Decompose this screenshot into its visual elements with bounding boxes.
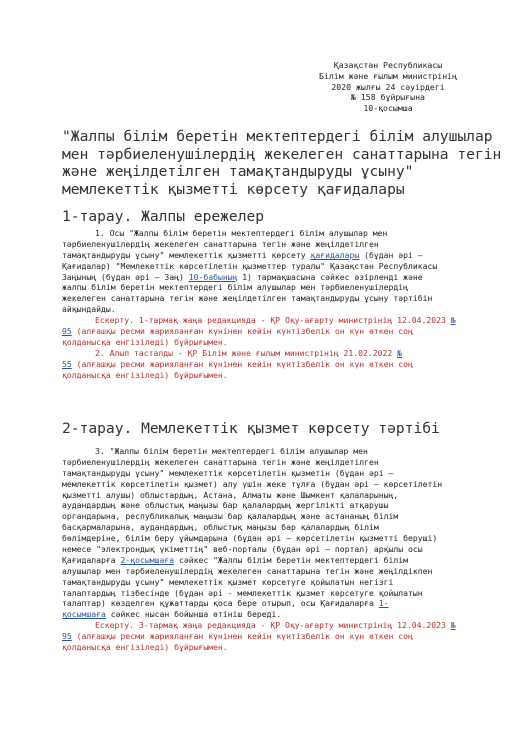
paragraph-line: органдарына, республикалық маңызы бар қалалардың және астананың білім <box>62 511 399 522</box>
text-run: (алғашқы ресми жарияланған күнінен кейін күнтізбелік он күн өткен соң <box>71 631 413 642</box>
paragraph-line: аудандардың және облыстық маңызы бар қалалардың жергілікті атқарушы <box>62 500 389 511</box>
paragraph-line: тамақтандыруды ұсыну" мемлекеттік қызмет көрсетуге қойылатын негізгі <box>62 576 394 587</box>
paragraph-line <box>62 555 492 566</box>
appendix-2-link[interactable]: 2-қосымшаға <box>120 554 175 565</box>
paragraph-line: бөлімдеріне, білім беру ұйымдарына (бұдан әрі – көрсетілетін қызметті беруші) <box>62 533 438 544</box>
paragraph-line <box>62 250 492 261</box>
text-run: Заңының (бұдан әрі – Заң) <box>62 271 189 282</box>
order-number-link[interactable]: 95 <box>62 631 72 642</box>
paragraph-line <box>62 272 492 283</box>
paragraph-line: талаптардың тізбесінде (бұдан әрі - мемлекеттік қызмет көрсетуге қойылатын <box>62 587 423 598</box>
appendix-1-link[interactable]: 1- <box>378 598 389 609</box>
text-run: Қағидаларға <box>62 554 121 565</box>
title-line: мен тәрбиеленушілердің жекелеген санаттарына тегін <box>62 145 502 163</box>
text-run: тамақтандыруды ұсыну" мемлекеттік қызметті көрсету <box>62 249 311 260</box>
approval-line: 10-қосымша <box>363 103 413 114</box>
order-number-link[interactable]: № <box>397 347 402 358</box>
text-run: талаптар) көзделген құжаттарды қоса бере отырып, осы Қағидаларға <box>62 598 379 609</box>
order-number-link[interactable]: № <box>450 315 456 326</box>
title-line: мемлекеттік қызметті көрсету қағидалары <box>62 180 405 198</box>
paragraph-line <box>62 598 492 609</box>
text-run: сәйкес нысан бойынша өтініш береді. <box>105 609 282 620</box>
approval-line: 2020 жылғы 24 сәуірдегі <box>331 81 445 92</box>
amendment-note-line <box>62 348 492 359</box>
document-title <box>62 128 502 198</box>
paragraph-line: қызметті алушы) облыстардың, Астана, Алматы және Шымкент қалаларының, <box>62 489 399 500</box>
order-number-link[interactable]: № <box>450 620 456 631</box>
paragraph-line: мемлекеттік көрсетілетін қызмет) алу үшін жеке тұлға (бұдан әрі – көрсетілетін <box>62 478 443 489</box>
approval-line: Қазақстан Республикасы <box>333 60 443 70</box>
section-1-heading: 1-тарау. Жалпы ережелер <box>62 208 265 225</box>
text-run: сәйкес "Жалпы білім беретін мектептердегі білім <box>174 554 408 565</box>
amendment-note-line: қолданысқа енгізіледі) бұйрығымен. <box>62 369 228 380</box>
paragraph-line <box>62 609 492 620</box>
paragraph-line: басқармаларына, аудандардың, облыстық маңызы бар қалалардың білім <box>62 522 379 533</box>
amendment-note-line: қолданысқа енгізіледі) бұйрығымен. <box>62 642 228 653</box>
title-line: "Жалпы білім беретін мектептердегі білім алушылар <box>62 128 493 145</box>
paragraph-line: тамақтандыруды ұсыну" мемлекеттік көрсетілетін қызметін (бұдан әрі – <box>62 467 394 478</box>
amendment-note-line <box>62 631 492 642</box>
amendment-note-line <box>62 315 492 326</box>
section-2-body <box>62 446 492 653</box>
text-run: Ескерту. 3-тармақ жаңа редакцияда - ҚР Оқу-ағарту министрінің 12.04.2023 <box>95 620 451 631</box>
paragraph-line: 3. "Жалпы білім беретін мектептердегі білім алушылар мен <box>95 446 368 456</box>
paragraph-line: немесе "электрондық үкіметтің" веб-порталы (бұдан әрі – портал) арқылы осы <box>62 544 423 555</box>
text-run: 1) тармақшасына сәйкес әзірленді және <box>237 271 423 282</box>
amendment-note-line <box>62 620 492 631</box>
paragraph-line: тәрбиеленушілердің жекелеген санаттарына тегін және жеңілдетілген <box>62 456 379 467</box>
amendment-note-line <box>62 359 492 370</box>
amendment-note-line: қолданысқа енгізіледі) бұйрығымен. <box>62 336 228 347</box>
paragraph-line: айқындайды. <box>62 304 116 315</box>
text-run: Ескерту. 1-тармақ жаңа редакцияда - ҚР Оқу-ағарту министрінің 12.04.2023 <box>95 315 451 326</box>
paragraph-line: жалпы білім беретін мектептердегі білім алушылар мен тәрбиеленушілердің <box>62 282 408 293</box>
text-run: (алғашқы ресми жарияланған күнінен кейін күнтізбелік он күн өткен соң <box>71 326 413 337</box>
section-2-heading: 2-тарау. Мемлекеттік қызмет көрсету тәртібі <box>62 420 440 437</box>
approval-line: Білім және ғылым министрінің <box>318 70 458 81</box>
text-run: (бұдан әрі – <box>359 249 423 260</box>
paragraph-line: алушылар мен тәрбиеленушілердің жекелеген санаттарына тегін және жеңілдікпен <box>62 565 433 576</box>
approval-line: № 158 бұйрығына <box>351 92 425 103</box>
paragraph-line: тәрбиеленушілердің жекелеген санаттарына тегін және жеңілдетілген <box>62 238 379 249</box>
approval-stamp <box>288 60 488 114</box>
paragraph-line: Қағидалар) "Мемлекеттік көрсетілетін қызметтер туралы" Қазақстан Республикасы <box>62 260 438 271</box>
amendment-note-line <box>62 326 492 337</box>
title-line: және жеңілдетілген тамақтандыруды ұсыну" <box>62 163 414 180</box>
section-1-body <box>62 228 492 380</box>
paragraph-line: 1. Осы "Жалпы білім беретін мектептердегі білім алушылар мен <box>95 228 388 238</box>
order-number-link[interactable]: 55 <box>62 358 72 369</box>
text-run: 2. Алып тасталды - ҚР Білім және ғылым министрінің 21.02.2022 <box>95 347 398 358</box>
article-10-link[interactable]: 10-бабының <box>188 271 238 282</box>
order-number-link[interactable]: 95 <box>62 326 72 337</box>
paragraph-line: жекелеген санаттарына тегін және жеңілдетілген тамақтандыруды ұсыну тәртібін <box>62 293 433 304</box>
rules-link[interactable]: қағидалары <box>310 249 360 260</box>
text-run: (алғашқы ресми жарияланған күнінен кейін күнтізбелік он күн өткен соң <box>71 358 413 369</box>
appendix-1-link[interactable]: қосымшаға <box>62 609 106 620</box>
